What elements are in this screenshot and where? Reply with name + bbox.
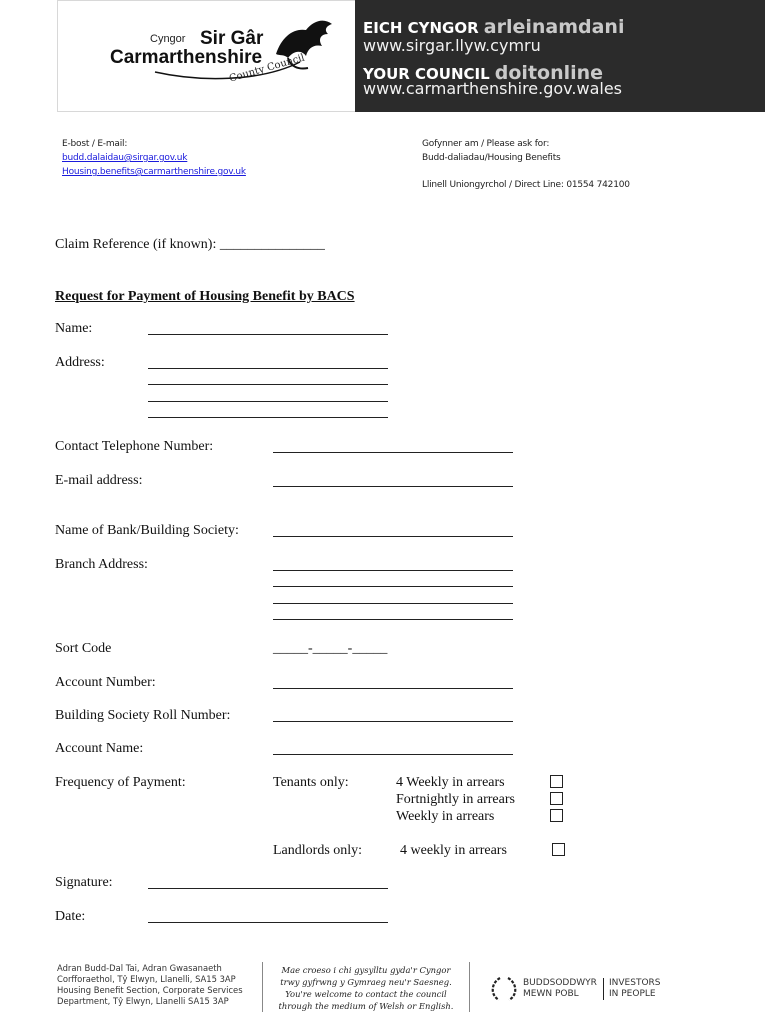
landlords-only-label: Landlords only:	[273, 843, 363, 858]
footer-address-line: Housing Benefit Section, Corporate Services	[57, 985, 243, 995]
sort-code-field[interactable]: _____-_____-_____	[273, 641, 388, 656]
footer-address-line: Department, Tŷ Elwyn, Llanelli SA15 3AP	[57, 996, 229, 1006]
footer-language-line: trwy gyfrwng y Gymraeg neu'r Saesneg.	[280, 977, 452, 987]
welsh-website-link[interactable]: www.sirgar.llyw.cymru	[363, 36, 541, 55]
claim-reference: Claim Reference (if known): _______________	[55, 237, 325, 252]
footer-language-line: Mae croeso i chi gysylltu gyda'r Cyngor	[281, 965, 451, 975]
footer-address	[57, 963, 243, 1007]
iip-welsh-text	[523, 978, 597, 1000]
bank-name-field[interactable]	[273, 536, 513, 537]
footer-divider	[469, 962, 470, 1012]
account-name-field[interactable]	[273, 754, 513, 755]
welsh-tagline-grey: arleinamdani	[483, 16, 625, 38]
iip-english-line: INVESTORS	[609, 978, 661, 988]
branch-address-field-line-3[interactable]	[273, 603, 513, 604]
signature-field[interactable]	[148, 888, 388, 889]
tenant-option-weekly: Weekly in arrears	[396, 809, 495, 824]
landlord-option-4-weekly: 4 weekly in arrears	[400, 843, 507, 858]
landlord-4-weekly-checkbox[interactable]	[552, 843, 565, 856]
frequency-label: Frequency of Payment:	[55, 775, 186, 790]
iip-english-text	[609, 978, 661, 1000]
footer-divider	[262, 962, 263, 1012]
welsh-tagline	[363, 16, 624, 38]
tenant-fortnightly-checkbox[interactable]	[550, 792, 563, 805]
email-address-field[interactable]	[273, 486, 513, 487]
account-name-label: Account Name:	[55, 741, 144, 756]
address-field-line-4[interactable]	[148, 417, 388, 418]
account-number-field[interactable]	[273, 688, 513, 689]
footer-language-note	[272, 964, 460, 1012]
branch-address-field-line-1[interactable]	[273, 570, 513, 571]
footer-language-line: through the medium of Welsh or English.	[278, 1001, 454, 1011]
name-label: Name:	[55, 321, 93, 336]
address-field-line-1[interactable]	[148, 368, 388, 369]
logo-sir-gar-text: Sir Gâr	[200, 28, 264, 49]
english-website-link[interactable]: www.carmarthenshire.gov.wales	[363, 79, 622, 98]
phone-label: Contact Telephone Number:	[55, 439, 214, 454]
phone-field[interactable]	[273, 452, 513, 453]
tenant-option-fortnightly: Fortnightly in arrears	[396, 792, 515, 807]
date-label: Date:	[55, 909, 86, 924]
investors-in-people-laurel-icon	[488, 975, 520, 1003]
date-field[interactable]	[148, 922, 388, 923]
tenant-option-4-weekly: 4 Weekly in arrears	[396, 775, 505, 790]
branch-address-field-line-2[interactable]	[273, 586, 513, 587]
email-label: E-bost / E-mail:	[62, 139, 128, 149]
tenant-weekly-checkbox[interactable]	[550, 809, 563, 822]
iip-welsh-line: BUDDSODDWYR	[523, 978, 597, 988]
tenant-4-weekly-checkbox[interactable]	[550, 775, 563, 788]
iip-welsh-line: MEWN POBL	[523, 989, 579, 999]
logo-carmarthenshire-text: Carmarthenshire	[110, 47, 263, 68]
tenants-only-label: Tenants only:	[273, 775, 349, 790]
branch-address-label: Branch Address:	[55, 557, 148, 572]
account-number-label: Account Number:	[55, 675, 156, 690]
logo-cyngor-text: Cyngor	[150, 33, 186, 45]
welsh-tagline-bold: EICH CYNGOR	[363, 19, 479, 37]
english-tagline-grey: doitonline	[494, 62, 604, 84]
ask-for-label: Gofynner am / Please ask for:	[422, 139, 550, 149]
english-tagline-bold: YOUR COUNCIL	[363, 65, 490, 83]
logo-county-council-text: County Council	[228, 52, 306, 85]
address-label: Address:	[55, 355, 105, 370]
roll-number-field[interactable]	[273, 721, 513, 722]
address-field-line-3[interactable]	[148, 401, 388, 402]
form-title: Request for Payment of Housing Benefit by BACS	[55, 289, 355, 304]
branch-address-field-line-4[interactable]	[273, 619, 513, 620]
roll-number-label: Building Society Roll Number:	[55, 708, 231, 723]
ask-for-value: Budd-daliadau/Housing Benefits	[422, 153, 561, 163]
bank-name-label: Name of Bank/Building Society:	[55, 523, 239, 538]
email-address-label: E-mail address:	[55, 473, 143, 488]
sort-code-label: Sort Code	[55, 641, 112, 656]
english-email-link[interactable]: Housing.benefits@carmarthenshire.gov.uk	[62, 167, 246, 177]
footer-address-line: Adran Budd-Dal Tai, Adran Gwasanaeth	[57, 963, 222, 973]
iip-english-line: IN PEOPLE	[609, 989, 656, 999]
signature-label: Signature:	[55, 875, 113, 890]
footer-address-line: Corfforaethol, Tŷ Elwyn, Llanelli, SA15 3AP	[57, 974, 236, 984]
address-field-line-2[interactable]	[148, 384, 388, 385]
iip-divider	[603, 978, 604, 1000]
footer-language-line: You're welcome to contact the council	[285, 989, 447, 999]
welsh-email-link[interactable]: budd.dalaidau@sirgar.gov.uk	[62, 153, 188, 163]
name-field[interactable]	[148, 334, 388, 335]
direct-line: Llinell Uniongyrchol / Direct Line: 01554 742100	[422, 180, 630, 190]
